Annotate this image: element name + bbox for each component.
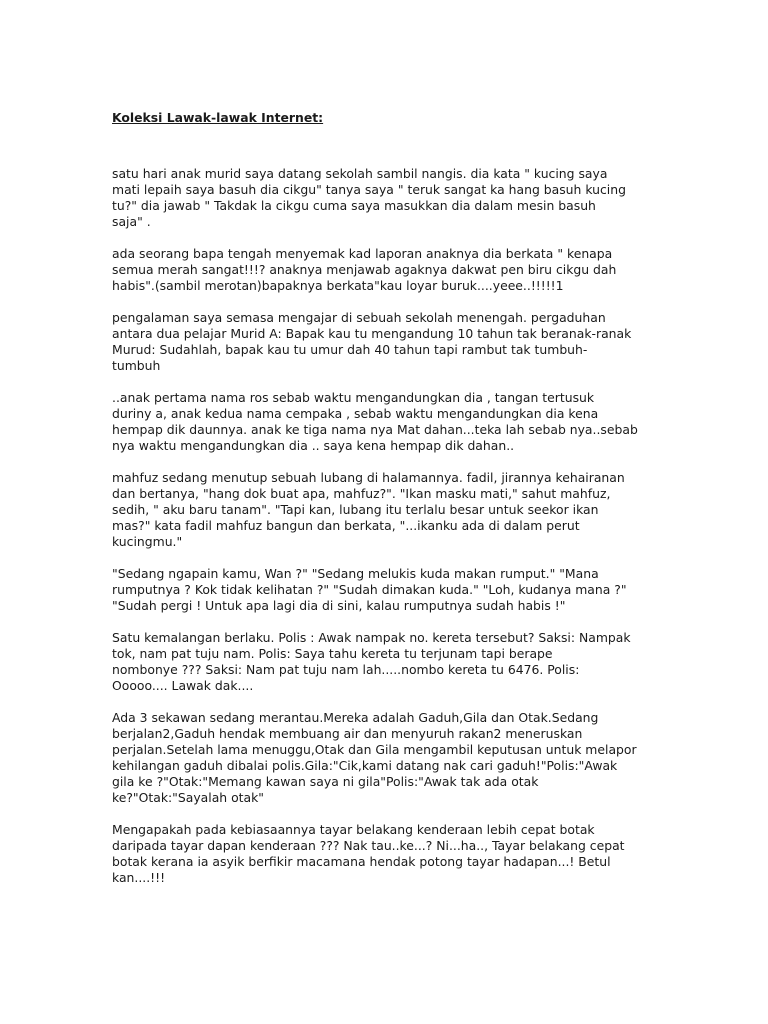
joke-paragraph: mahfuz sedang menutup sebuah lubang di halamannya. fadil, jirannya kehairanan dan bertanya, "hang dok buat apa, mahfuz?". "Ikan masku mati," sahut mahfuz, sedih, " aku baru tanam". "Tapi kan, lubang itu terlalu besar untuk seekor ikan mas?" kata fadil mahfuz bangun dan berkata, "...ikanku ada di dalam perut kucingmu." bbox=[112, 470, 625, 549]
joke-paragraph: Mengapakah pada kebiasaannya tayar belakang kenderaan lebih cepat botak daripada tayar dapan kenderaan ??? Nak tau..ke...? Ni...ha.., Tayar belakang cepat botak kerana ia asyik berfikir macamana hendak potong tayar hadapan...! Betul kan....!!! bbox=[112, 822, 625, 885]
joke-paragraph: pengalaman saya semasa mengajar di sebuah sekolah menengah. pergaduhan antara dua pelajar Murid A: Bapak kau tu mengandung 10 tahun tak beranak-ranak Murud: Sudahlah, bapak kau tu umur dah 40 tahun tapi rambut tak tumbuh- tumbuh bbox=[112, 310, 632, 373]
joke-paragraph: "Sedang ngapain kamu, Wan ?" "Sedang melukis kuda makan rumput." "Mana rumputnya ? Kok tidak kelihatan ?" "Sudah dimakan kuda." "Loh, kudanya mana ?" "Sudah pergi ! Untuk apa lagi dia di sini, kalau rumputnya sudah habis !" bbox=[112, 566, 627, 613]
joke-paragraph: Satu kemalangan berlaku. Polis : Awak nampak no. kereta tersebut? Saksi: Nampak tok, nam pat tuju nam. Polis: Saya tahu kereta tu terjunam tapi berape nombonye ??? Saksi: Nam pat tuju nam lah.....nombo kereta tu 6476. Polis: Ooooo.... Lawak dak.... bbox=[112, 630, 631, 693]
document-title: Koleksi Lawak-lawak Internet: bbox=[112, 110, 324, 125]
joke-paragraph: Ada 3 sekawan sedang merantau.Mereka adalah Gaduh,Gila dan Otak.Sedang berjalan2,Gaduh hendak membuang air dan menyuruh rakan2 meneruskan perjalan.Setelah lama menuggu,Otak dan Gila mengambil keputusan untuk melapor kehilangan gaduh dibalai polis.Gila:"Cik,kami datang nak cari gaduh!"Polis:"Awak gila ke ?"Otak:"Memang kawan saya ni gila"Polis:"Awak tak ada otak ke?"Otak:"Sayalah otak" bbox=[112, 710, 637, 805]
joke-paragraph: ..anak pertama nama ros sebab waktu mengandungkan dia , tangan tertusuk duriny a, anak kedua nama cempaka , sebab waktu mengandungkan dia kena hempap dik daunnya. anak ke tiga nama nya Mat dahan...teka lah sebab nya..sebab nya waktu mengandungkan dia .. saya kena hempap dik dahan.. bbox=[112, 390, 638, 453]
joke-paragraph: ada seorang bapa tengah menyemak kad laporan anaknya dia berkata " kenapa semua merah sangat!!!? anaknya menjawab agaknya dakwat pen biru cikgu dah habis".(sambil merotan)bapaknya berkata"kau loyar buruk....yeee..!!!!!1 bbox=[112, 246, 617, 293]
document-page bbox=[112, 110, 660, 902]
joke-paragraph: satu hari anak murid saya datang sekolah sambil nangis. dia kata " kucing saya mati lepaih saya basuh dia cikgu" tanya saya " teruk sangat ka hang basuh kucing tu?" dia jawab " Takdak la cikgu cuma saya masukkan dia dalam mesin basuh saja" . bbox=[112, 166, 626, 229]
